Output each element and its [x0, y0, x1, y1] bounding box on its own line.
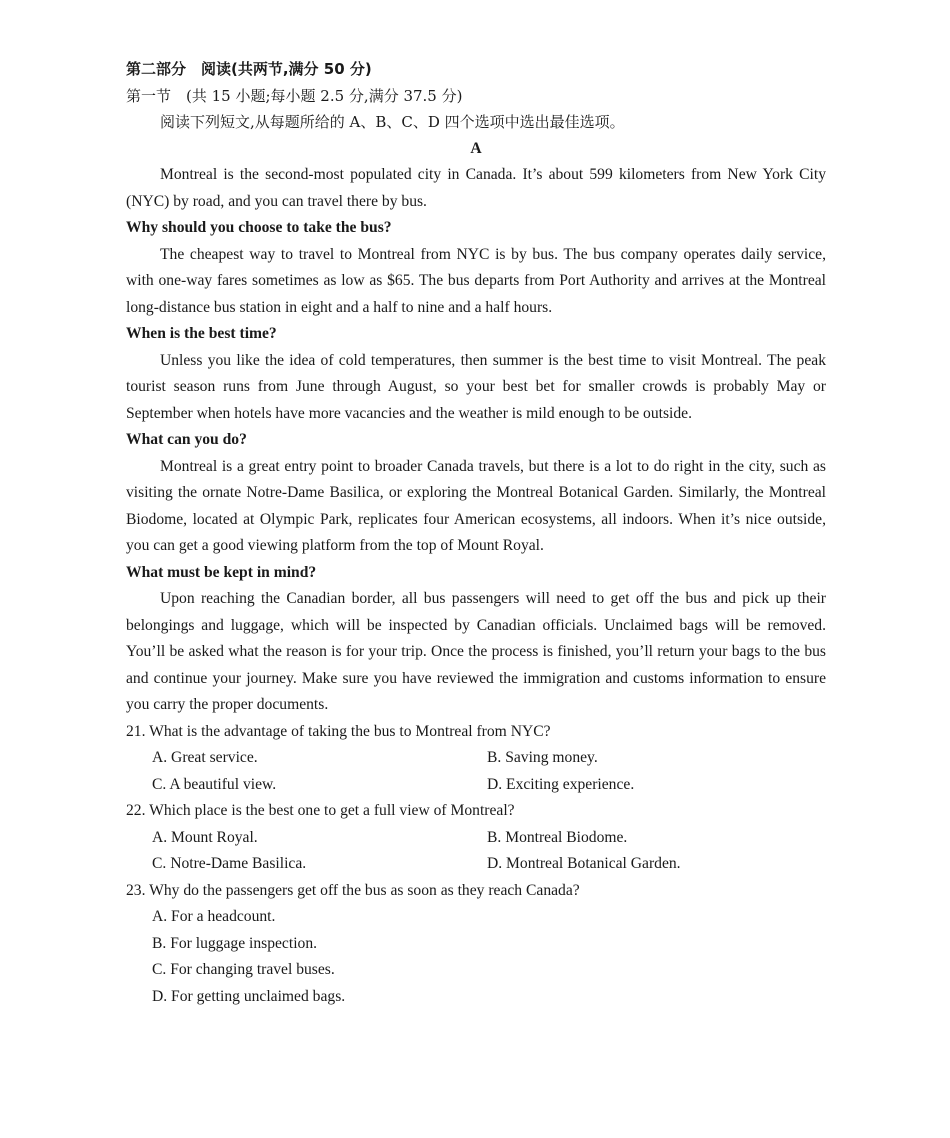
instruction: 阅读下列短文,从每题所给的 A、B、C、D 四个选项中选出最佳选项。 [160, 113, 625, 131]
option-b[interactable]: B. For luggage inspection. [152, 934, 318, 952]
passage-intro: Montreal is the second-most populated city in Canada. It’s about 599 kilometers from New York City (NYC) by road, and you can travel there by bus. [126, 166, 826, 210]
question-21-stem: 21. What is the advantage of taking the bus to Montreal from NYC? [126, 722, 551, 740]
passage-label: A [470, 139, 482, 157]
question-22-options-row [126, 825, 826, 852]
section-heading: What must be kept in mind? [126, 563, 317, 581]
section-paragraph: Unless you like the idea of cold temperatures, then summer is the best time to visit Montreal. The peak tourist season runs from June through August, so your best bet for smaller crowds is probably May or September when hotels have more vacancies and the weather is mild enough to be outside. [126, 351, 826, 422]
part-title: 第二部分 阅读(共两节,满分 50 分) [126, 60, 372, 78]
option-c[interactable]: C. Notre-Dame Basilica. [152, 855, 307, 872]
exam-page [126, 56, 826, 1010]
option-b[interactable]: B. Saving money. [487, 749, 598, 766]
question-21-options-row [126, 772, 826, 799]
question-23-stem: 23. Why do the passengers get off the bus as soon as they reach Canada? [126, 881, 580, 899]
section-paragraph: Montreal is a great entry point to broader Canada travels, but there is a lot to do right in the city, such as visiting the ornate Notre-Dame Basilica, or exploring the Montreal Botanical Garden. Similarly, the Montreal Biodome, located at Olympic Park, replicates four American ecosystems, all indoors. When it’s nice outside, you can get a good viewing platform from the top of Mount Royal. [126, 457, 826, 554]
question-22-stem: 22. Which place is the best one to get a full view of Montreal? [126, 802, 515, 819]
option-d[interactable]: D. Montreal Botanical Garden. [487, 855, 681, 872]
option-c[interactable]: C. For changing travel buses. [152, 961, 335, 978]
section-heading: When is the best time? [126, 325, 277, 342]
section-paragraph: The cheapest way to travel to Montreal from NYC is by bus. The bus company operates daily service, with one-way fares sometimes as low as $65. The bus departs from Port Authority and arrives at the Montreal long-distance bus station in eight and a half to nine and a half hours. [126, 245, 826, 316]
option-a[interactable]: A. Great service. [152, 749, 258, 766]
section-heading: Why should you choose to take the bus? [126, 219, 392, 236]
option-a[interactable]: A. For a headcount. [152, 908, 276, 925]
section-heading: What can you do? [126, 431, 247, 448]
section-title: 第一节 (共 15 小题;每小题 2.5 分,满分 37.5 分) [126, 86, 463, 105]
question-22-options-row [126, 851, 826, 878]
option-a[interactable]: A. Mount Royal. [152, 828, 258, 846]
option-b[interactable]: B. Montreal Biodome. [487, 828, 628, 846]
option-d[interactable]: D. Exciting experience. [487, 775, 635, 793]
section-paragraph: Upon reaching the Canadian border, all bus passengers will need to get off the bus and pick up their belongings and luggage, which will be inspected by Canadian officials. Unclaimed bags will be removed. You’ll be asked what the reason is for your trip. Once the process is finished, you’ll return your bags to the bus and continue your journey. Make sure you have reviewed the immigration and customs information to ensure you carry the proper documents. [126, 590, 826, 713]
question-21-options-row [126, 745, 826, 772]
option-c[interactable]: C. A beautiful view. [152, 775, 277, 793]
option-d[interactable]: D. For getting unclaimed bags. [152, 987, 346, 1005]
